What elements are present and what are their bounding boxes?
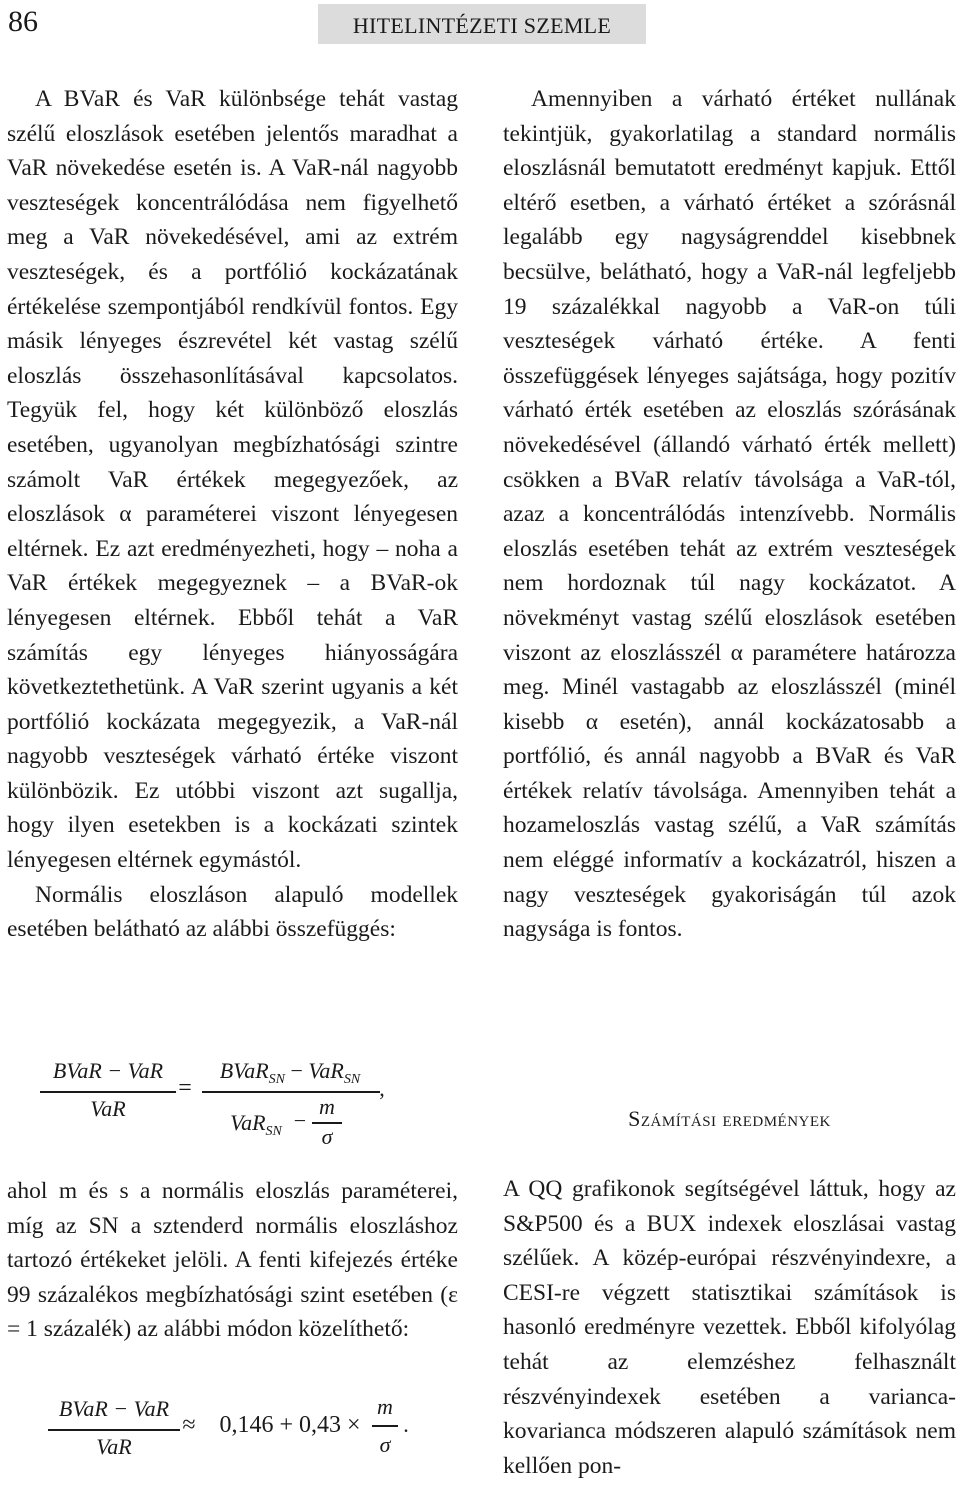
- period: .: [403, 1412, 409, 1437]
- comma: ,: [379, 1076, 385, 1101]
- formula-denominator: VaR: [96, 1434, 132, 1459]
- page-number: 86: [8, 5, 38, 38]
- right-column-continued: [503, 1172, 956, 1483]
- formula-denominator: VaR: [90, 1096, 126, 1121]
- paragraph: ahol m és s a normális eloszlás paraméterei, míg az SN a sztenderd normális eloszláshoz tartozó értékeket jelöli. A fenti kifejezés értéke 99 százalékos megbízhatósági szint esetében (ε = 1 százalék) az alábbi módon közelíthető:: [7, 1178, 458, 1343]
- inner-numerator: m: [319, 1094, 335, 1119]
- formula-numerator: BVaR − VaR: [52, 1058, 164, 1083]
- equals-sign: =: [178, 1075, 192, 1101]
- paragraph: A BVaR és VaR különbsége tehát vastag szélű eloszlások esetében jelentős maradhat a VaR növekedése esetén is. A VaR-nál nagyobb veszteségek koncentrálódása nem figyelhető meg a VaR növekedésével, ami az extrém veszteségek, és a portfólió kockázatának értékelése szempontjából rendkívül fontos. Egy másik lényeges észrevétel két vastag szélű eloszlás összehasonlításával kapcsolatos. Tegyük fel, hogy két különböző eloszlás esetében, ugyanolyan megbízhatósági szintre számolt VaR értékek megegyezőek, az eloszlások α paraméterei viszont lényegesen eltérnek. Ez azt eredményezheti, hogy – noha a VaR értékek megegyeznek – a BVaR-ok lényegesen eltérnek. Ebből tehát a VaR számítás egy lényeges hiányosságára következtethetünk. A VaR szerint ugyanis a két portfólió kockázata megegyezik, a VaR-nál nagyobb veszteségek várható értéke viszont különbözik. Ez utóbbi viszont azt sugallja, hogy ilyen esetekben is a kockázati szintek lényegesen eltérnek egymástól.: [7, 86, 458, 874]
- formula-bvar-ratio: [40, 1058, 460, 1158]
- section-title: Számítási eredmények: [628, 1106, 831, 1131]
- sigma-denominator: σ: [379, 1432, 391, 1457]
- approx-sign: ≈: [182, 1412, 196, 1438]
- right-column: [503, 82, 956, 947]
- minus-sign: −: [293, 1108, 307, 1133]
- left-column: [7, 82, 458, 947]
- fraction-bar: [372, 1425, 398, 1427]
- formula-expression: 0,146 + 0,43 ×: [219, 1412, 361, 1438]
- running-header: HITELINTÉZETI SZEMLE: [318, 4, 646, 44]
- formula-numerator: BVaR − VaR: [58, 1396, 170, 1421]
- formula-denominator-right: VaR$_{SN}$: [230, 1110, 282, 1139]
- fraction-bar: [202, 1091, 380, 1093]
- paragraph: A QQ grafikonok segítségével láttuk, hogy az S&P500 és a BUX indexek eloszlásai vastag szélűek. A közép-európai részvényindexre, a CESI-re végzett statisztikai számítások is hasonló eredményre vezettek. Ebből kifolyólag tehát az elemzéshez felhasznált részvényindexek esetében a varianca-kovarianca módszeren alapuló számítások nem kellően pon-: [503, 1176, 956, 1479]
- fraction-bar: [40, 1091, 176, 1093]
- formula-approximation: [40, 1392, 460, 1482]
- fraction-bar: [48, 1429, 180, 1431]
- paragraph: Normális eloszláson alapuló modellek esetében belátható az alábbi összefüggés:: [7, 881, 458, 943]
- paragraph: Amennyiben a várható értéket nullának tekintjük, gyakorlatilag a standard normális eloszlásnál bemutatott eredményt kapjuk. Ettől eltérő esetben, a várható értéket a szórásnál legalább egy nagyságrenddel kisebbnek becsülve, belátható, hogy a VaR-nál legfeljebb 19 százalékkal nagyobb a VaR-on túli veszteségek várható értéke. A fenti összefüggések lényeges sajátsága, hogy pozitív várható érték esetében az eloszlás szórásának növekedésével (állandó várható érték mellett) csökken a BVaR relatív távolsága a VaR-tól, azaz a koncentrálódás intenzívebb. Normális eloszlás esetében tehát az extrém veszteségek nem hordoznak túl nagy kockázatot. A növekményt vastag szélű eloszlások esetében viszont az eloszlásszél α paramétere határozza meg. Minél vastagabb az eloszlásszél (minél kisebb α esetén), annál kockázatosabb a portfólió, és annál nagyobb a BVaR és VaR értékek relatív távolsága. Amennyiben tehát a hozameloszlás vastag szélű, a VaR számítás nem eléggé informatív a kockázatról, hiszen a nagy veszteségek gyakoriságán túl azok nagysága is fontos.: [503, 86, 956, 943]
- inner-denominator: σ: [321, 1124, 333, 1149]
- left-column-continued: [7, 1174, 458, 1347]
- formula-numerator-right: BVaR$_{SN}$ − VaR$_{SN}$: [219, 1058, 361, 1087]
- m-numerator: m: [377, 1394, 393, 1419]
